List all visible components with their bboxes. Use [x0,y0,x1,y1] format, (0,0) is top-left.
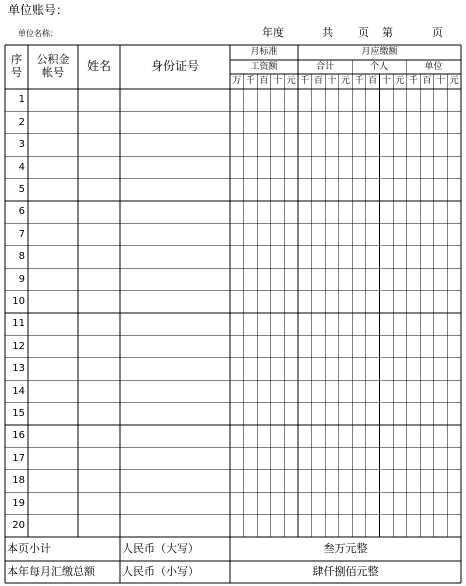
total-label: 共 [322,26,333,39]
page-label-total: 页 [358,26,369,39]
row-number: 11 [12,318,25,330]
col-header-total: 合计 [315,61,334,72]
year-label: 年度 [262,26,284,39]
col-header-fund-account: 公积金帐号 [36,53,70,79]
row-number: 4 [18,161,25,173]
col-header-seq: 序号 [11,53,22,79]
row-number: 14 [12,385,25,397]
row-number: 15 [12,408,25,420]
row-number: 8 [18,251,25,263]
col-header-monthly-payment: 月应缴额 [361,47,398,58]
digit-unit-wage: 百 [259,76,269,87]
annual-monthly-total-label: 本年每月汇缴总额 [7,564,95,578]
page-label-current: 页 [432,26,443,39]
row-number: 12 [12,340,25,352]
row-number: 1 [18,94,25,106]
page-subtotal-label: 本页小计 [7,541,51,555]
col-header-id-number: 身份证号 [150,59,199,74]
digit-unit-wage: 千 [245,76,255,87]
digit-unit-personal: 百 [368,76,378,87]
digit-unit-unit: 千 [408,76,418,87]
rmb-upper-amount: 叁万元整 [323,541,368,555]
row-number: 2 [18,116,25,128]
row-number: 16 [12,430,25,442]
digit-unit-total: 百 [313,76,323,87]
col-header-unit: 单位 [424,61,443,72]
row-number: 19 [12,497,25,509]
nth-label: 第 [382,26,393,39]
digit-unit-personal: 千 [354,76,364,87]
digit-unit-wage: 元 [286,76,296,87]
col-header-wage: 工资额 [250,61,278,72]
col-header-name: 姓名 [86,59,111,74]
account-label: 单位账号： [8,3,69,17]
row-number: 20 [12,520,25,532]
unit-name-label: 单位名称： [18,29,58,38]
rmb-upper-label: 人民币（大写） [122,541,199,555]
digit-unit-total: 千 [300,76,310,87]
digit-unit-personal: 十 [381,76,391,87]
rmb-lower-amount: 肆仟捌佰元整 [312,564,379,578]
row-number: 5 [18,184,25,196]
row-number: 6 [18,206,25,218]
digit-unit-unit: 元 [449,76,459,87]
row-number: 3 [18,139,25,151]
col-header-monthly-standard: 月标准 [250,47,278,58]
row-number: 10 [12,296,25,308]
digit-unit-wage: 十 [273,76,283,87]
digit-unit-total: 元 [341,76,351,87]
digit-unit-personal: 元 [395,76,405,87]
row-number: 17 [12,452,25,464]
row-number: 7 [18,228,25,240]
row-number: 9 [18,273,25,285]
row-number: 18 [12,475,25,487]
digit-unit-unit: 十 [436,76,446,87]
digit-unit-total: 十 [327,76,337,87]
digit-unit-wage: 万 [232,76,242,87]
col-header-personal: 个人 [369,61,388,72]
rmb-lower-label: 人民币（小写） [122,564,199,578]
row-number: 13 [12,363,25,375]
digit-unit-unit: 百 [422,76,432,87]
